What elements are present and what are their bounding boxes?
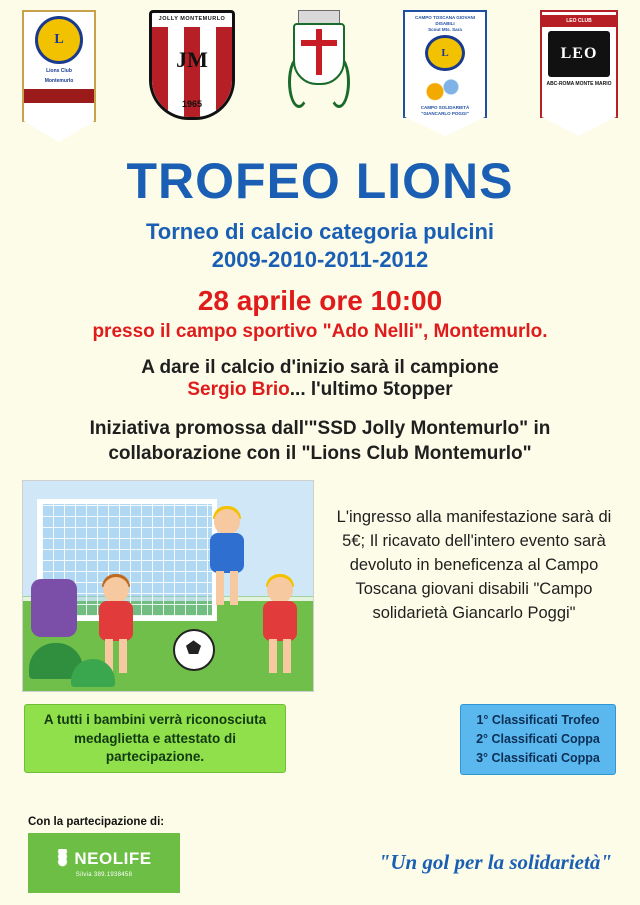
logo-leo-club xyxy=(540,10,618,118)
prize-item-2: 2° Classificati Coppa xyxy=(476,732,600,747)
prize-item-3: 3° Classificati Coppa xyxy=(476,750,600,765)
logo-jolly-montemurlo xyxy=(149,10,235,120)
logo-row xyxy=(0,0,640,130)
jolly-monogram-icon: JM xyxy=(176,47,208,72)
campo-head-line2: Scout Mts. Sara xyxy=(428,26,462,32)
lions-caption-line1: Lions Club xyxy=(46,68,72,74)
lions-caption-line2: Montemurlo xyxy=(44,78,74,85)
page-title: TROFEO LIONS xyxy=(126,153,514,209)
crest-laurel-left xyxy=(288,56,310,108)
subtitle-line-2: 2009-2010-2011-2012 xyxy=(211,246,429,272)
sponsor-logo-neolife xyxy=(28,833,180,893)
guest-name: Sergio Brio xyxy=(187,379,290,400)
sponsor-contact: Silvia 389.1938458 xyxy=(75,871,133,878)
soccer-illustration xyxy=(22,480,314,692)
crest-crown xyxy=(298,10,340,23)
illustration-shape-purple xyxy=(31,579,77,637)
lions-pennant xyxy=(22,10,96,122)
subtitle-line-1: Torneo di calcio categoria pulcini xyxy=(146,219,494,244)
campo-head-line1: CAMPO TOSCANA GIOVANI DISABILI xyxy=(415,15,475,26)
guest-announcement xyxy=(0,357,640,401)
sponsor-name-row xyxy=(56,849,151,869)
organizers-line-2: collaborazione con il "Lions Club Montemurlo" xyxy=(108,442,532,464)
lions-emblem-icon: L xyxy=(35,16,83,64)
campo-artwork-icon xyxy=(420,73,470,104)
jolly-year: 1965 xyxy=(181,99,203,109)
prize-item-1: 1° Classificati Trofeo xyxy=(476,713,600,728)
campo-foot-line2: "GIANCARLO POGGI" xyxy=(421,111,469,116)
campo-lion-icon: L xyxy=(425,35,465,72)
campo-foot-line1: CAMPO SOLIDARIETÀ xyxy=(420,105,470,110)
organizers-note xyxy=(0,417,640,466)
middle-section xyxy=(0,480,640,692)
logo-campo-toscana xyxy=(403,10,487,118)
guest-line-2 xyxy=(0,379,640,401)
soccer-ball-icon xyxy=(173,629,215,671)
logo-comune-montemurlo xyxy=(288,10,350,114)
entry-fee-info: L'ingresso alla manifestazione sarà di 5€; Il ricavato dell'intero evento sarà devoluto in beneficenza al Campo Toscana giovani disabili "Campo solidarietà Giancarlo Poggi" xyxy=(336,508,612,623)
campo-pennant xyxy=(403,10,487,118)
poster-slogan: "Un gol per la solidarietà" xyxy=(378,850,612,874)
sponsor-label: Con la partecipazione di: xyxy=(28,816,165,828)
wheat-icon xyxy=(56,849,69,869)
jolly-shield xyxy=(149,10,235,120)
lions-stripe xyxy=(24,89,94,103)
callouts-row xyxy=(0,692,640,774)
medal-note-box xyxy=(24,704,286,773)
comune-crest-icon xyxy=(288,10,350,114)
leo-bar-text: LEO CLUB xyxy=(542,15,616,27)
prizes-box xyxy=(460,704,616,774)
crest-laurel-right xyxy=(328,56,350,108)
footer xyxy=(0,816,640,893)
guest-suffix: ... l'ultimo 5topper xyxy=(289,379,453,400)
event-date: 28 aprile ore 10:00 xyxy=(197,285,443,316)
leo-monogram-icon: LEO xyxy=(548,31,610,77)
medal-note-line-1: A tutti i bambini verrà riconosciuta xyxy=(43,712,267,728)
organizers-line-1: Iniziativa promossa dall'"SSD Jolly Montemurlo" in xyxy=(89,418,551,439)
leo-foot-text: ABC-ROMA MONTE MARIO xyxy=(546,81,612,87)
medal-note-line-2: medaglietta e attestato di partecipazione. xyxy=(73,730,237,764)
guest-prefix: A dare il calcio d'inizio sarà il campione xyxy=(141,357,499,378)
logo-lions-club xyxy=(22,10,96,122)
jolly-top-text: JOLLY MONTEMURLO xyxy=(158,16,226,22)
sponsor-name: NEOLIFE xyxy=(74,848,152,868)
leo-pennant xyxy=(540,10,618,118)
sponsor-block xyxy=(28,816,208,893)
event-venue: presso il campo sportivo "Ado Nelli", Montemurlo. xyxy=(92,321,548,342)
